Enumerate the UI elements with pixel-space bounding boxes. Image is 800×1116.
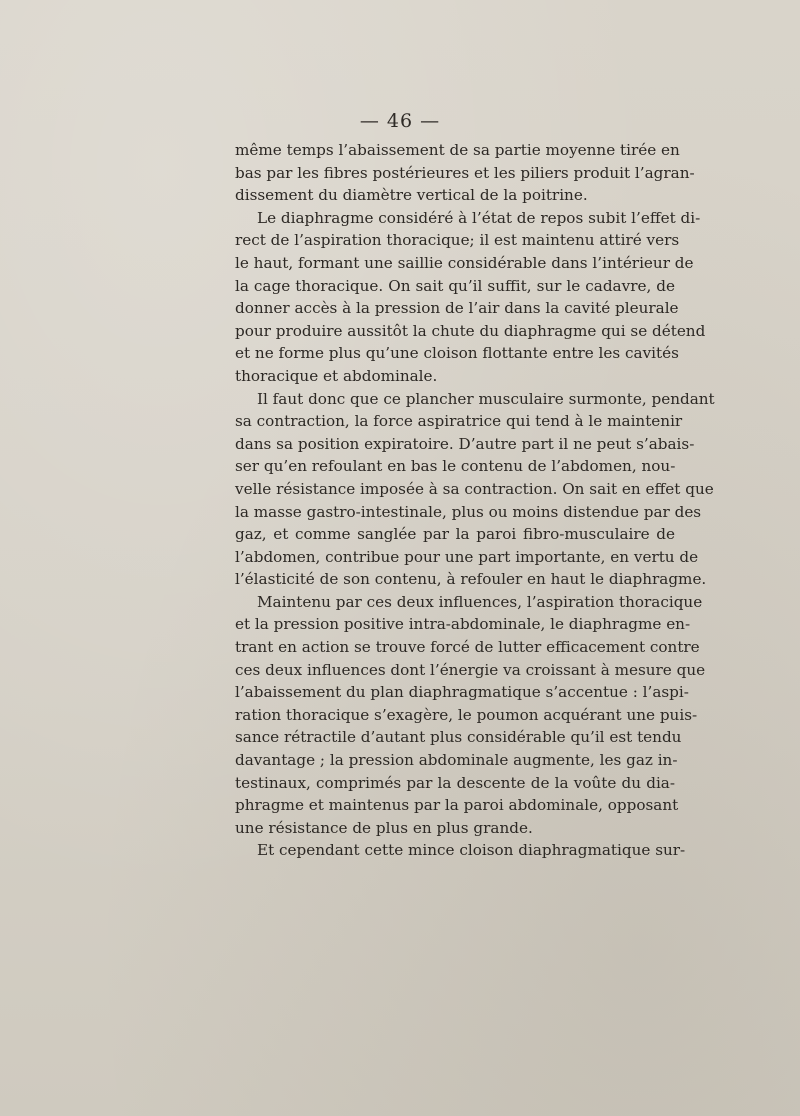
text-line: dans sa position expiratoire. D’autre part il ne peut s’abais- (235, 434, 695, 453)
text-line: l’élasticité de son contenu, à refouler en haut le diaphragme. (235, 570, 707, 589)
text-line: dissement du diamètre vertical de la poitrine. (235, 186, 588, 205)
text-line: thoracique et abdominale. (235, 366, 438, 385)
text-line: même temps l’abaissement de sa partie moyenne tirée en (235, 141, 680, 159)
text-line: velle résistance imposée à sa contraction. On sait en effet que (235, 479, 714, 498)
text-line: Il faut donc que ce plancher musculaire surmonte, pendant (257, 389, 715, 408)
text-line: rect de l’aspiration thoracique; il est maintenu attiré vers (235, 231, 680, 250)
text-line: la cage thoracique. On sait qu’il suffit, sur le cadavre, de (235, 276, 675, 295)
text-line: phragme et maintenus par la paroi abdominale, opposant (235, 796, 679, 815)
text-line: Le diaphragme considéré à l’état de repos subit l’effet di- (257, 208, 701, 227)
text-line: sance rétractile d’autant plus considérable qu’il est tendu (235, 728, 682, 747)
text-line: une résistance de plus en plus grande. (235, 818, 533, 837)
page-number: — 46 — (359, 110, 441, 132)
text-line: davantage ; la pression abdominale augmente, les gaz in- (235, 751, 678, 770)
body-text (235, 139, 715, 862)
text-line: sa contraction, la force aspiratrice qui tend à le maintenir (235, 412, 683, 431)
text-line: le haut, formant une saillie considérable dans l’intérieur de (235, 253, 694, 272)
text-line: donner accès à la pression de l’air dans la cavité pleurale (235, 299, 679, 318)
text-line: pour produire aussitôt la chute du diaphragme qui se détend (235, 321, 706, 340)
text-line: ser qu’en refoulant en bas le contenu de l’abdomen, nou- (235, 457, 676, 476)
text-line: ces deux influences dont l’énergie va croissant à mesure que (235, 660, 706, 679)
text-line: gaz, et comme sanglée par la paroi fibro-musculaire de (235, 525, 675, 544)
text-line: l’abaissement du plan diaphragmatique s’accentue : l’aspi- (235, 683, 689, 702)
text-line: Maintenu par ces deux influences, l’aspiration thoracique (257, 592, 703, 611)
text-line: testinaux, comprimés par la descente de la voûte du dia- (235, 773, 675, 792)
text-line: et ne forme plus qu’une cloison flottante entre les cavités (235, 344, 679, 363)
text-line: et la pression positive intra-abdominale, le diaphragme en- (235, 615, 691, 634)
text-line: bas par les fibres postérieures et les piliers produit l’agran- (235, 163, 695, 182)
text-line: Et cependant cette mince cloison diaphragmatique sur- (257, 841, 686, 860)
text-line: trant en action se trouve forcé de lutter efficacement contre (235, 638, 700, 657)
text-line: ration thoracique s’exagère, le poumon acquérant une puis- (235, 705, 698, 724)
text-line: la masse gastro-intestinale, plus ou moins distendue par des (235, 502, 702, 521)
text-line: l’abdomen, contribue pour une part importante, en vertu de (235, 547, 699, 566)
